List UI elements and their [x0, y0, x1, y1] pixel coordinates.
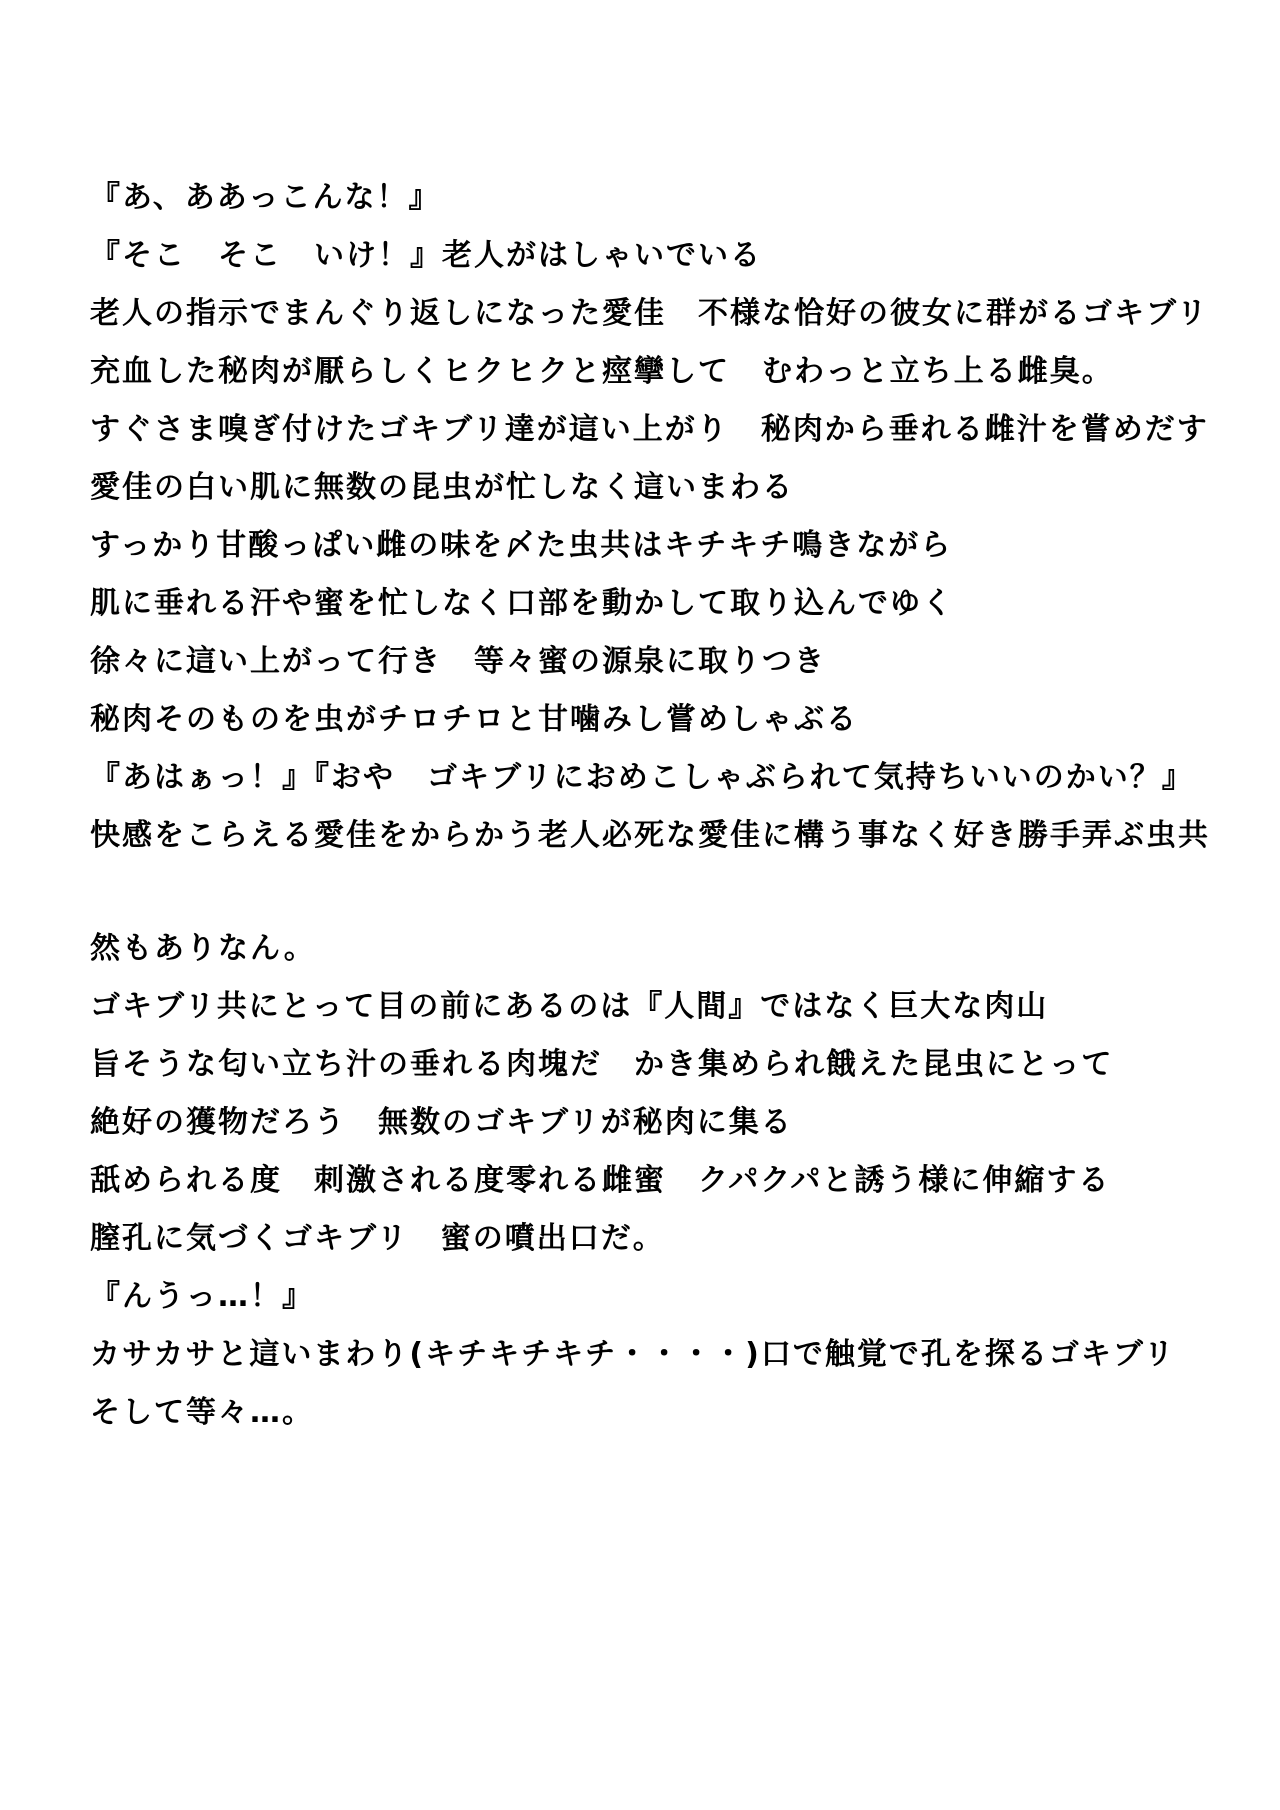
- text-line: 『んうっ…！』: [90, 1279, 314, 1314]
- text-line: 秘肉そのものを虫がチロチロと甘噛みし嘗めしゃぶる: [90, 702, 858, 737]
- text-line: ゴキブリ共にとって目の前にあるのは『人間』ではなく巨大な肉山: [90, 989, 1049, 1024]
- text-line: すっかり甘酸っぱい雌の味を〆た虫共はキチキチ鳴きながら: [90, 528, 953, 563]
- text-line: 徐々に這い上がって行き 等々蜜の源泉に取りつき: [90, 644, 826, 679]
- text-line: 『あ、ああっこんな！』: [90, 180, 441, 215]
- text-line: カサカサと這いまわり(キチキチキチ・・・・)口で触覚で孔を探るゴキブリ: [90, 1337, 1176, 1372]
- text-line: 『あはぁっ！』『おや ゴキブリにおめこしゃぶられて気持ちいいのかい？』: [90, 760, 1194, 795]
- text-line: すぐさま嗅ぎ付けたゴキブリ達が這い上がり 秘肉から垂れる雌汁を嘗めだす: [90, 412, 1209, 447]
- text-line: 老人の指示でまんぐり返しになった愛佳 不様な恰好の彼女に群がるゴキブリ: [90, 296, 1209, 331]
- text-line: そして等々…。: [90, 1395, 314, 1430]
- text-line: 膣孔に気づくゴキブリ 蜜の噴出口だ。: [90, 1221, 665, 1256]
- paragraph-1: [90, 169, 1240, 865]
- text-line: 『そこ そこ いけ！』老人がはしゃいでいる: [90, 238, 762, 273]
- paragraph-2: [90, 920, 1240, 1442]
- text-line: 肌に垂れる汗や蜜を忙しなく口部を動かして取り込んでゆく: [90, 586, 954, 621]
- text-line: 絶好の獲物だろう 無数のゴキブリが秘肉に集る: [90, 1105, 793, 1140]
- text-line: 充血した秘肉が厭らしくヒクヒクと痙攣して むわっと立ち上る雌臭。: [90, 354, 1114, 389]
- text-line: 快感をこらえる愛佳をからかう老人必死な愛佳に構う事なく好き勝手弄ぶ虫共: [90, 818, 1210, 853]
- text-line: 旨そうな匂い立ち汁の垂れる肉塊だ かき集められ餓えた昆虫にとって: [90, 1047, 1114, 1082]
- text-line: 舐められる度 刺激される度零れる雌蜜 クパクパと誘う様に伸縮する: [90, 1163, 1111, 1198]
- text-line: 然もありなん。: [90, 931, 316, 966]
- text-line: 愛佳の白い肌に無数の昆虫が忙しなく這いまわる: [90, 470, 794, 505]
